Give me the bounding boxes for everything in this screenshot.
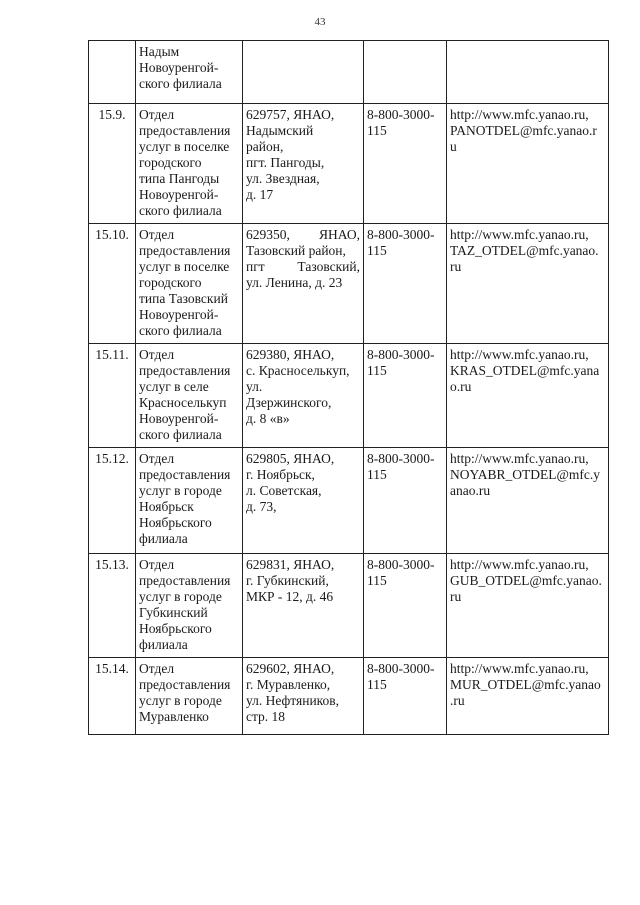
cell-text-line: район,: [246, 139, 284, 154]
cell-text-line: 629602, ЯНАО,: [246, 661, 335, 676]
cell-text-line: МКР - 12, д. 46: [246, 589, 334, 604]
cell-text-line: стр. 18: [246, 709, 286, 724]
office-name-cell: [136, 224, 243, 344]
office-name-cell: [136, 448, 243, 554]
cell-text-line: 8-800-3000-: [367, 227, 435, 242]
cell-text-line: 115: [367, 363, 387, 378]
row-number: 15.10.: [95, 227, 129, 242]
cell-text-line: 629350, ЯНАО,: [246, 227, 360, 242]
page-number: 43: [314, 16, 326, 28]
cell-text-line: пгт Тазовский,: [246, 259, 360, 274]
row-number-cell: [89, 658, 136, 735]
row-number-cell: [89, 344, 136, 448]
cell-text-line: http://www.mfc.yanao.ru,: [450, 107, 589, 122]
address-cell: [243, 224, 364, 344]
cell-text-line: Отдел: [139, 347, 175, 362]
cell-text-line: Муравленко: [139, 709, 209, 724]
table-row: [89, 41, 609, 104]
cell-text-line: ского филиала: [139, 323, 222, 338]
phone-cell: [364, 658, 447, 735]
office-name-cell: [136, 104, 243, 224]
cell-text-line: ru: [450, 259, 462, 274]
row-number-cell: [89, 104, 136, 224]
cell-text-line: 8-800-3000-: [367, 451, 435, 466]
table-row: [89, 658, 609, 735]
cell-text-line: филиала: [139, 531, 188, 546]
address-cell: [243, 658, 364, 735]
website-email-cell: [447, 658, 609, 735]
phone-cell: [364, 344, 447, 448]
cell-text-line: TAZ_OTDEL@mfc.yanao.: [450, 243, 599, 258]
cell-text-line: GUB_OTDEL@mfc.yanao.: [450, 573, 602, 588]
cell-text-line: ул.: [246, 379, 263, 394]
cell-text-line: г. Ноябрьск,: [246, 467, 315, 482]
cell-text-line: http://www.mfc.yanao.ru,: [450, 347, 589, 362]
address-cell: [243, 554, 364, 658]
cell-text-line: Тазовский район,: [246, 243, 346, 258]
address-cell: [243, 104, 364, 224]
cell-text-line: типа Пангоды: [139, 171, 220, 186]
cell-text-line: услуг в поселке: [139, 139, 230, 154]
row-number: 15.13.: [95, 557, 129, 572]
cell-text-line: услуг в городе: [139, 483, 222, 498]
row-number-cell: [89, 224, 136, 344]
cell-text-line: Ноябрьск: [139, 499, 194, 514]
cell-text-line: услуг в городе: [139, 589, 222, 604]
mfc-offices-table: [88, 40, 609, 735]
cell-text-line: ru: [450, 589, 462, 604]
office-name-cell: [136, 658, 243, 735]
cell-text-line: предоставления: [139, 243, 231, 258]
cell-text-line: типа Тазовский: [139, 291, 228, 306]
phone-cell: [364, 224, 447, 344]
cell-text-line: Новоуренгой-: [139, 307, 219, 322]
office-name-cell: [136, 554, 243, 658]
cell-text-line: Новоуренгой-: [139, 60, 219, 75]
cell-text-line: ул. Нефтяников,: [246, 693, 340, 708]
cell-text-line: 115: [367, 243, 387, 258]
cell-text-line: Надымский: [246, 123, 314, 138]
cell-text-line: 629757, ЯНАО,: [246, 107, 335, 122]
cell-text-line: 115: [367, 123, 387, 138]
cell-text-line: NOYABR_OTDEL@mfc.y: [450, 467, 601, 482]
table-row: [89, 104, 609, 224]
cell-text-line: городского: [139, 155, 202, 170]
cell-text-line: филиала: [139, 637, 188, 652]
website-email-cell: [447, 41, 609, 104]
address-cell: [243, 41, 364, 104]
cell-text-line: услуг в селе: [139, 379, 209, 394]
table-row: [89, 448, 609, 554]
cell-text-line: предоставления: [139, 467, 231, 482]
office-name-cell: [136, 41, 243, 104]
cell-text-line: 629831, ЯНАО,: [246, 557, 335, 572]
cell-text-line: 115: [367, 467, 387, 482]
cell-text-line: o.ru: [450, 379, 472, 394]
cell-text-line: ского филиала: [139, 76, 222, 91]
cell-text-line: л. Советская,: [246, 483, 322, 498]
cell-text-line: пгт. Пангоды,: [246, 155, 325, 170]
cell-text-line: 8-800-3000-: [367, 107, 435, 122]
cell-text-line: предоставления: [139, 363, 231, 378]
office-name-cell: [136, 344, 243, 448]
cell-text-line: Ноябрьского: [139, 515, 212, 530]
cell-text-line: Надым: [139, 44, 180, 59]
row-number-cell: [89, 554, 136, 658]
cell-text-line: 115: [367, 677, 387, 692]
cell-text-line: ул. Ленина, д. 23: [246, 275, 343, 290]
cell-text-line: Красноселькуп: [139, 395, 227, 410]
phone-cell: [364, 104, 447, 224]
row-number: 15.14.: [95, 661, 129, 676]
cell-text-line: MUR_OTDEL@mfc.yanao: [450, 677, 601, 692]
cell-text-line: Отдел: [139, 661, 175, 676]
address-cell: [243, 448, 364, 554]
cell-text-line: услуг в городе: [139, 693, 222, 708]
cell-text-line: д. 8 «в»: [246, 411, 290, 426]
cell-text-line: Отдел: [139, 227, 175, 242]
cell-text-line: .ru: [450, 693, 465, 708]
cell-text-line: u: [450, 139, 457, 154]
cell-text-line: ского филиала: [139, 427, 222, 442]
row-number: 15.9.: [98, 107, 126, 122]
cell-text-line: http://www.mfc.yanao.ru,: [450, 661, 589, 676]
cell-text-line: anao.ru: [450, 483, 491, 498]
cell-text-line: Отдел: [139, 557, 175, 572]
address-cell: [243, 344, 364, 448]
cell-text-line: 8-800-3000-: [367, 347, 435, 362]
cell-text-line: предоставления: [139, 573, 231, 588]
cell-text-line: Губкинский: [139, 605, 208, 620]
cell-text-line: 629380, ЯНАО,: [246, 347, 335, 362]
cell-text-line: 629805, ЯНАО,: [246, 451, 335, 466]
phone-cell: [364, 554, 447, 658]
cell-text-line: Отдел: [139, 451, 175, 466]
table-row: [89, 224, 609, 344]
cell-text-line: ул. Звездная,: [246, 171, 320, 186]
row-number-cell: [89, 448, 136, 554]
cell-text-line: предоставления: [139, 123, 231, 138]
cell-text-line: KRAS_OTDEL@mfc.yana: [450, 363, 600, 378]
cell-text-line: Новоуренгой-: [139, 187, 219, 202]
cell-text-line: городского: [139, 275, 202, 290]
table-row: [89, 554, 609, 658]
cell-text-line: д. 17: [246, 187, 274, 202]
phone-cell: [364, 41, 447, 104]
table-row: [89, 344, 609, 448]
website-email-cell: [447, 448, 609, 554]
website-email-cell: [447, 344, 609, 448]
cell-text-line: Новоуренгой-: [139, 411, 219, 426]
cell-text-line: Дзержинского,: [246, 395, 332, 410]
website-email-cell: [447, 224, 609, 344]
row-number: 15.12.: [95, 451, 129, 466]
cell-text-line: 8-800-3000-: [367, 661, 435, 676]
cell-text-line: предоставления: [139, 677, 231, 692]
cell-text-line: д. 73,: [246, 499, 277, 514]
cell-text-line: 115: [367, 573, 387, 588]
cell-text-line: Ноябрьского: [139, 621, 212, 636]
cell-text-line: PANOTDEL@mfc.yanao.r: [450, 123, 597, 138]
cell-text-line: http://www.mfc.yanao.ru,: [450, 227, 589, 242]
cell-text-line: http://www.mfc.yanao.ru,: [450, 557, 589, 572]
cell-text-line: 8-800-3000-: [367, 557, 435, 572]
cell-text-line: с. Красноселькуп,: [246, 363, 350, 378]
cell-text-line: Отдел: [139, 107, 175, 122]
website-email-cell: [447, 554, 609, 658]
row-number: 15.11.: [95, 347, 129, 362]
row-number-cell: [89, 41, 136, 104]
website-email-cell: [447, 104, 609, 224]
phone-cell: [364, 448, 447, 554]
cell-text-line: http://www.mfc.yanao.ru,: [450, 451, 589, 466]
cell-text-line: ского филиала: [139, 203, 222, 218]
cell-text-line: г. Муравленко,: [246, 677, 331, 692]
cell-text-line: г. Губкинский,: [246, 573, 329, 588]
cell-text-line: услуг в поселке: [139, 259, 230, 274]
